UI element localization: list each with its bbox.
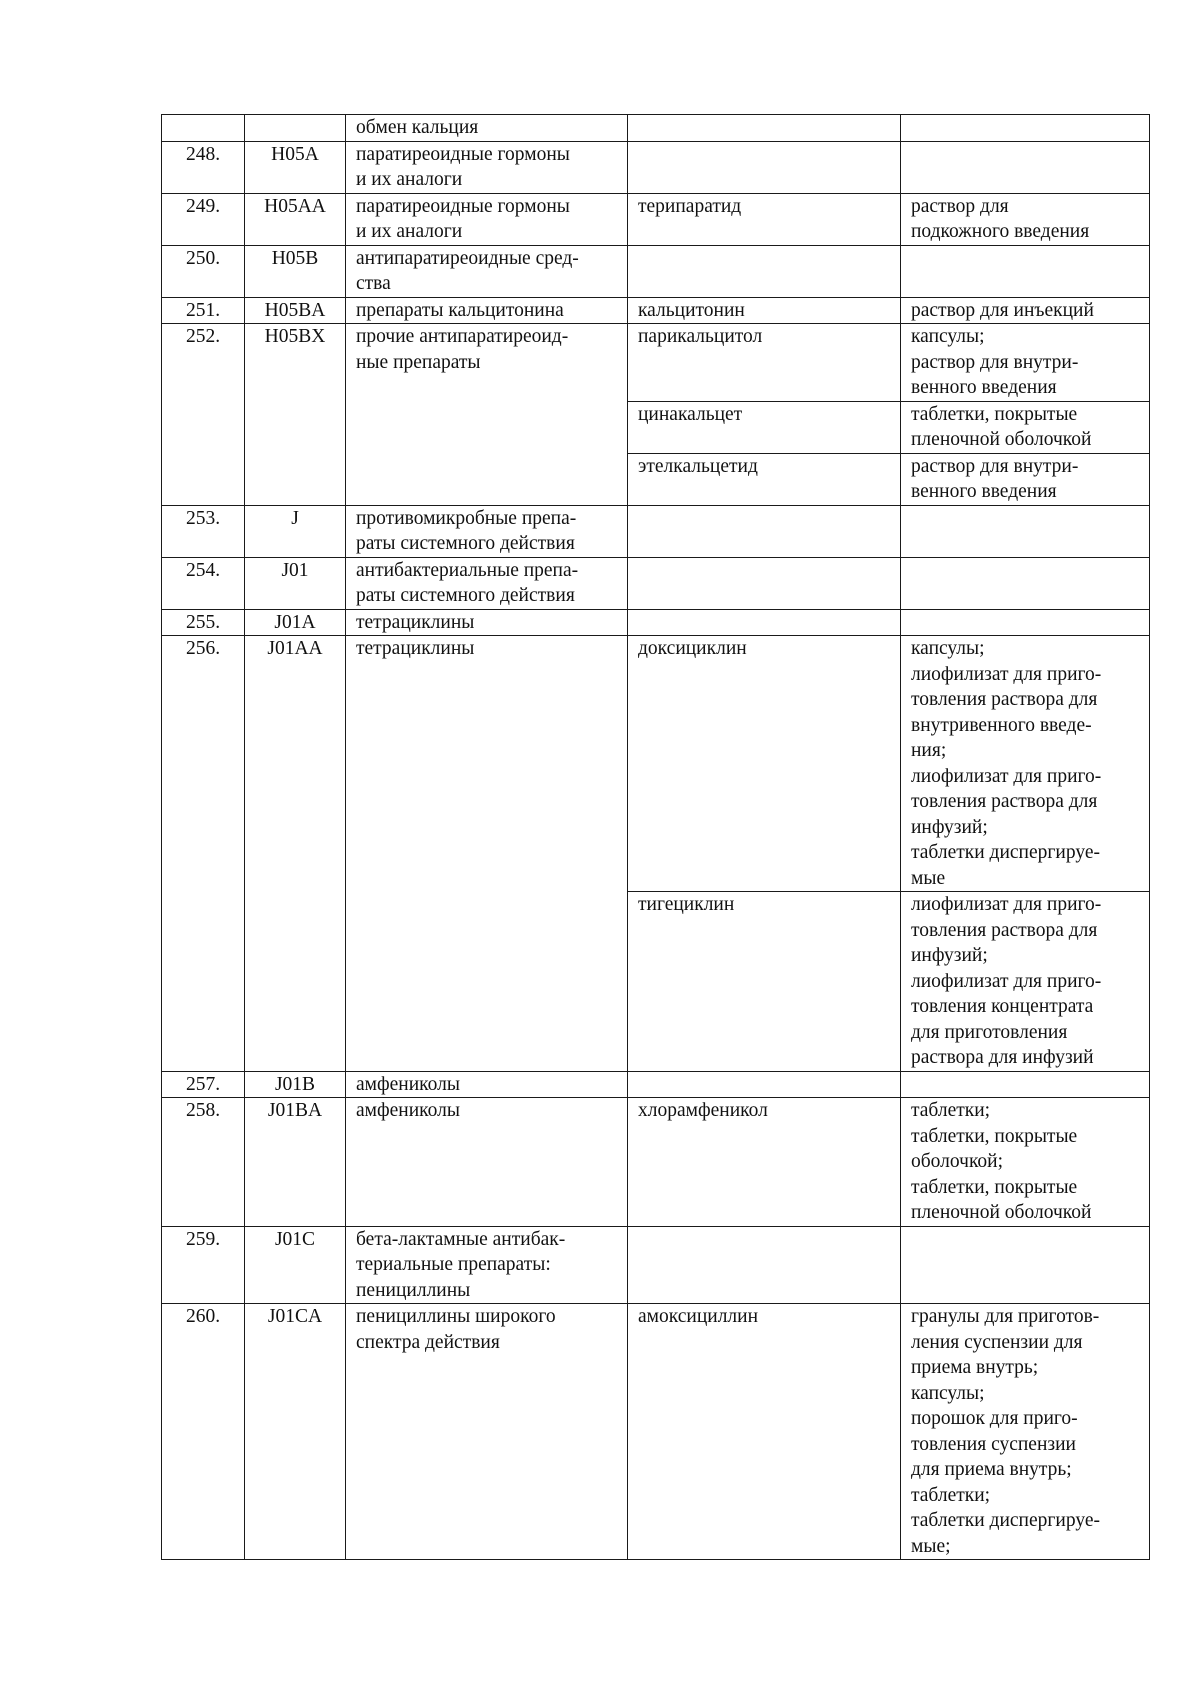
- atc-code: H05BA: [245, 297, 346, 324]
- row-number: 257.: [162, 1071, 245, 1098]
- table-row: [162, 245, 1150, 297]
- atc-code: H05A: [245, 141, 346, 193]
- dosage-form: [901, 1071, 1150, 1098]
- drug-name: кальцитонин: [628, 297, 901, 324]
- table-row: [162, 1304, 1150, 1560]
- dosage-form: раствор для подкожного введения: [901, 193, 1150, 245]
- anatomical-therapeutic-group: амфениколы: [346, 1071, 628, 1098]
- anatomical-therapeutic-group: бета-лактамные антибак- териальные препараты: пенициллины: [346, 1226, 628, 1304]
- atc-code: J01BA: [245, 1098, 346, 1227]
- row-number: 254.: [162, 557, 245, 609]
- dosage-form: [901, 141, 1150, 193]
- atc-code: J01C: [245, 1226, 346, 1304]
- table-row: [162, 505, 1150, 557]
- table-row: [162, 297, 1150, 324]
- anatomical-therapeutic-group: пенициллины широкого спектра действия: [346, 1304, 628, 1560]
- dosage-form: [901, 1226, 1150, 1304]
- drug-name: [628, 557, 901, 609]
- table-row: [162, 141, 1150, 193]
- dosage-form: раствор для инъекций: [901, 297, 1150, 324]
- dosage-form: раствор для внутри- венного введения: [901, 453, 1150, 505]
- drug-name: парикальцитол: [628, 324, 901, 402]
- row-number: 252.: [162, 324, 245, 506]
- atc-code: J01: [245, 557, 346, 609]
- row-number: 255.: [162, 609, 245, 636]
- atc-code: J01CA: [245, 1304, 346, 1560]
- atc-code: H05BX: [245, 324, 346, 506]
- dosage-form: [901, 505, 1150, 557]
- anatomical-therapeutic-group: антибактериальные препа- раты системного действия: [346, 557, 628, 609]
- drug-name: амоксициллин: [628, 1304, 901, 1560]
- atc-code: H05B: [245, 245, 346, 297]
- dosage-form: таблетки, покрытые пленочной оболочкой: [901, 401, 1150, 453]
- dosage-form: гранулы для приготов- ления суспензии для приема внутрь; капсулы; порошок для приго- товления суспензии для приема внутрь; таблетки; таблетки диспергируе- мые;: [901, 1304, 1150, 1560]
- dosage-form: лиофилизат для приго- товления раствора для инфузий; лиофилизат для приго- товления концентрата для приготовления раствора для инфузий: [901, 892, 1150, 1072]
- row-number: [162, 115, 245, 142]
- anatomical-therapeutic-group: паратиреоидные гормоны и их аналоги: [346, 193, 628, 245]
- anatomical-therapeutic-group: тетрациклины: [346, 609, 628, 636]
- row-number: 258.: [162, 1098, 245, 1227]
- dosage-form: капсулы; лиофилизат для приго- товления раствора для внутривенного введе- ния; лиофилизат для приго- товления раствора для инфузий; таблетки диспергируе- мые: [901, 636, 1150, 892]
- anatomical-therapeutic-group: препараты кальцитонина: [346, 297, 628, 324]
- drug-name: [628, 141, 901, 193]
- table-row: [162, 1071, 1150, 1098]
- anatomical-therapeutic-group: паратиреоидные гормоны и их аналоги: [346, 141, 628, 193]
- table-row: [162, 193, 1150, 245]
- atc-code: [245, 115, 346, 142]
- table-body: [162, 115, 1150, 1560]
- drug-name: [628, 505, 901, 557]
- drug-name: терипаратид: [628, 193, 901, 245]
- table-row: [162, 557, 1150, 609]
- dosage-form: [901, 609, 1150, 636]
- table-row: [162, 636, 1150, 892]
- anatomical-therapeutic-group: антипаратиреоидные сред- ства: [346, 245, 628, 297]
- row-number: 253.: [162, 505, 245, 557]
- anatomical-therapeutic-group: прочие антипаратиреоид- ные препараты: [346, 324, 628, 506]
- drug-name: [628, 609, 901, 636]
- drug-name: [628, 115, 901, 142]
- row-number: 256.: [162, 636, 245, 1072]
- row-number: 250.: [162, 245, 245, 297]
- drug-name: [628, 245, 901, 297]
- atc-code: J01B: [245, 1071, 346, 1098]
- dosage-form: [901, 557, 1150, 609]
- dosage-form: капсулы; раствор для внутри- венного введения: [901, 324, 1150, 402]
- row-number: 260.: [162, 1304, 245, 1560]
- drug-name: доксициклин: [628, 636, 901, 892]
- anatomical-therapeutic-group: тетрациклины: [346, 636, 628, 1072]
- dosage-form: [901, 245, 1150, 297]
- table-row: [162, 324, 1150, 402]
- drug-name: цинакальцет: [628, 401, 901, 453]
- atc-code: H05AA: [245, 193, 346, 245]
- drug-name: [628, 1226, 901, 1304]
- anatomical-therapeutic-group: противомикробные препа- раты системного действия: [346, 505, 628, 557]
- table-row: [162, 1226, 1150, 1304]
- anatomical-therapeutic-group: обмен кальция: [346, 115, 628, 142]
- drug-name: [628, 1071, 901, 1098]
- table-row: [162, 609, 1150, 636]
- row-number: 249.: [162, 193, 245, 245]
- row-number: 248.: [162, 141, 245, 193]
- drug-name: тигециклин: [628, 892, 901, 1072]
- table-row: [162, 115, 1150, 142]
- drug-name: этелкальцетид: [628, 453, 901, 505]
- dosage-form: таблетки; таблетки, покрытые оболочкой; таблетки, покрытые пленочной оболочкой: [901, 1098, 1150, 1227]
- atc-code: J01AA: [245, 636, 346, 1072]
- row-number: 251.: [162, 297, 245, 324]
- drug-list-table: [161, 114, 1150, 1560]
- drug-name: хлорамфеникол: [628, 1098, 901, 1227]
- dosage-form: [901, 115, 1150, 142]
- atc-code: J01A: [245, 609, 346, 636]
- atc-code: J: [245, 505, 346, 557]
- anatomical-therapeutic-group: амфениколы: [346, 1098, 628, 1227]
- table-row: [162, 1098, 1150, 1227]
- row-number: 259.: [162, 1226, 245, 1304]
